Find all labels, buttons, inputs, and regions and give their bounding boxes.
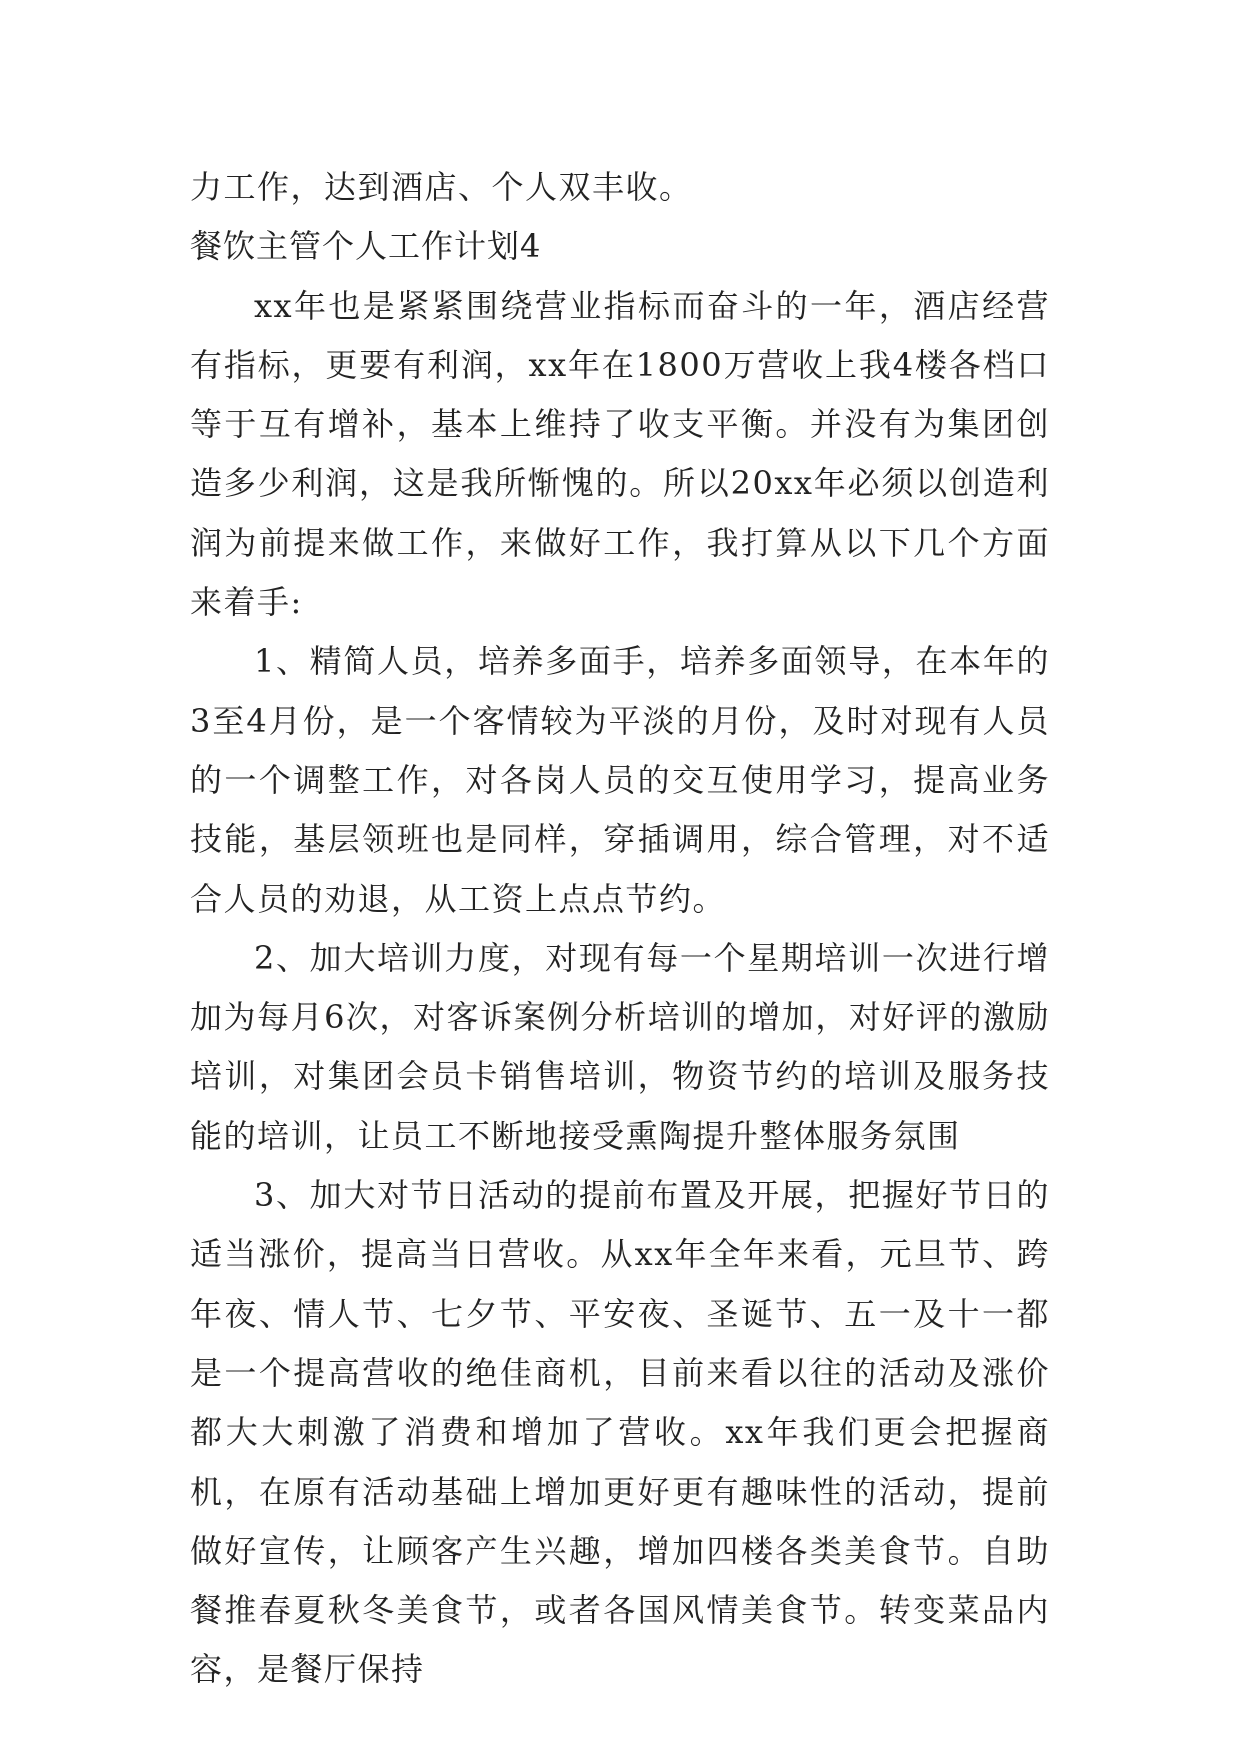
body-paragraph-intro: xx年也是紧紧围绕营业指标而奋斗的一年，酒店经营有指标，更要有利润，xx年在1800万营收上我4楼各档口等于互有增补，基本上维持了收支平衡。并没有为集团创造多少利润，这是我所惭愧的。所以20xx年必须以创造利润为前提来做工作，来做好工作，我打算从以下几个方面来着手: <box>190 286 1050 622</box>
section-heading: 餐饮主管个人工作计划4 <box>190 227 542 266</box>
document-page <box>190 158 1050 1700</box>
body-paragraph-item-1: 1、精简人员，培养多面手，培养多面领导，在本年的3至4月份，是一个客情较为平淡的月份，及时对现有人员的一个调整工作，对各岗人员的交互使用学习，提高业务技能，基层领班也是同样，穿插调用，综合管理，对不适合人员的劝退，从工资上点点节约。 <box>190 642 1050 918</box>
continuation-paragraph: 力工作，达到酒店、个人双丰收。 <box>190 168 693 206</box>
body-paragraph-item-3: 3、加大对节日活动的提前布置及开展，把握好节日的适当涨价，提高当日营收。从xx年全年来看，元旦节、跨年夜、情人节、七夕节、平安夜、圣诞节、五一及十一都是一个提高营收的绝佳商机，目前来看以往的活动及涨价都大大刺激了消费和增加了营收。xx年我们更会把握商机，在原有活动基础上增加更好更有趣味性的活动，提前做好宣传，让顾客产生兴趣，增加四楼各类美食节。自助餐推春夏秋冬美食节，或者各国风情美食节。转变菜品内容，是餐厅保持 <box>190 1176 1050 1689</box>
body-paragraph-item-2: 2、加大培训力度，对现有每一个星期培训一次进行增加为每月6次，对客诉案例分析培训的增加，对好评的激励培训，对集团会员卡销售培训，物资节约的培训及服务技能的培训，让员工不断地接受熏陶提升整体服务氛围 <box>190 938 1050 1155</box>
